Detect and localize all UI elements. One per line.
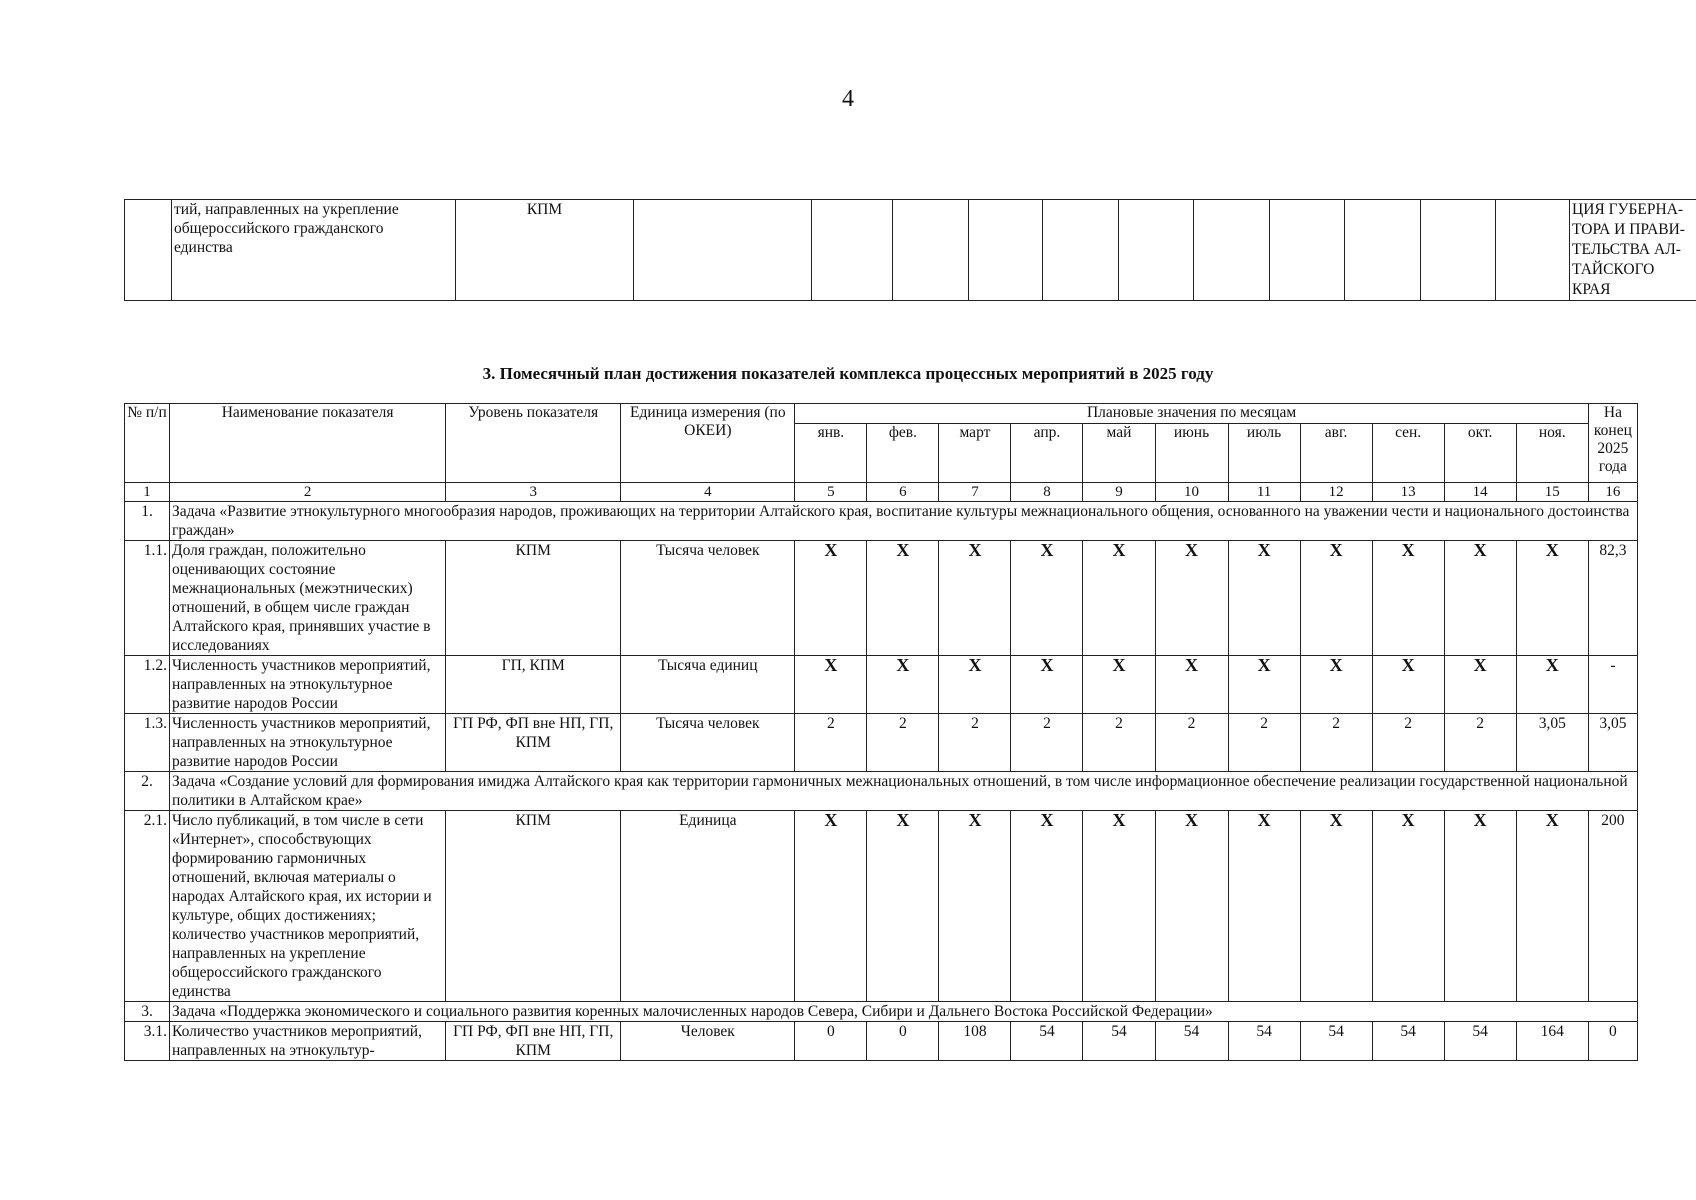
month-value: X [1155,656,1228,714]
indicator-name-cell [172,200,456,301]
empty-cell [812,200,893,301]
end-value: 82,3 [1588,541,1637,656]
month-value: X [1516,656,1588,714]
month-value: X [1011,811,1083,1002]
month-value: X [795,656,867,714]
table-row [125,541,1638,656]
month-value: X [939,541,1011,656]
month-value: 2 [1444,714,1516,772]
month-value: X [1228,656,1300,714]
month-value: X [1228,541,1300,656]
row-number: 3.1. [125,1022,170,1061]
task-number: 1. [125,502,170,541]
month-value: 2 [1083,714,1155,772]
month-value: X [795,541,867,656]
cell-num [125,200,172,301]
task-row [125,502,1638,541]
empty-cell [1043,200,1119,301]
month-header: авг. [1300,424,1372,483]
month-value: X [1155,811,1228,1002]
end-value: 200 [1588,811,1637,1002]
month-value: 164 [1516,1022,1588,1061]
table-row [125,811,1638,1002]
column-number: 9 [1083,483,1155,502]
month-value: X [1444,811,1516,1002]
month-value: 2 [1372,714,1444,772]
indicator-unit: Единица [621,811,795,1002]
month-value: X [1011,656,1083,714]
month-value: X [867,811,939,1002]
month-value: X [1011,541,1083,656]
responsible-line: ТЕЛЬСТВА АЛ- [1572,241,1681,258]
page-number: 4 [842,86,854,112]
column-number: 8 [1011,483,1083,502]
month-value: X [1300,656,1372,714]
month-value: 54 [1228,1022,1300,1061]
month-value: X [1372,811,1444,1002]
empty-cell [893,200,969,301]
empty-cell [1194,200,1270,301]
continuation-table [124,199,1696,301]
indicator-name: Количество участников мероприятий, направленных на этнокультур- [170,1022,446,1061]
column-number: 7 [939,483,1011,502]
task-text: Задача «Создание условий для формирования имиджа Алтайского края как территории гармоничных межнациональных отношений, в том числе информационное обеспечение реализации государственной национальной политики в Алтайском крае» [170,772,1638,811]
month-value: X [1300,541,1372,656]
month-header: апр. [1011,424,1083,483]
task-number: 3. [125,1002,170,1022]
indicator-name: Доля граждан, положительно оценивающих состояние межнациональных (межэтнических) отношений, в общем числе граждан Алтайского края, принявших участие в исследованиях [170,541,446,656]
row-number: 2.1. [125,811,170,1002]
month-value: 2 [1155,714,1228,772]
header-num: № п/п [125,404,170,483]
month-value: X [1155,541,1228,656]
indicator-unit: Тысяча человек [621,714,795,772]
month-value: X [1444,541,1516,656]
table-row [125,714,1638,772]
column-number: 5 [795,483,867,502]
responsible-line: КРАЯ [1572,281,1611,298]
indicator-level: ГП РФ, ФП вне НП, ГП, КПМ [446,1022,621,1061]
month-value: 0 [867,1022,939,1061]
indicator-unit: Человек [621,1022,795,1061]
header-level: Уровень показателя [446,404,621,483]
indicator-level: КПМ [446,541,621,656]
end-value: - [1588,656,1637,714]
indicator-name: Число публикаций, в том числе в сети «Интернет», способствующих формированию гармоничных отношений, включая материалы о народах Алтайского края, их истории и культуре, общих достижениях; количество участников мероприятий, направленных на укрепление общероссийского гражданского единства [170,811,446,1002]
empty-cell [1421,200,1496,301]
month-value: X [1444,656,1516,714]
responsible-line: ТОРА И ПРАВИ- [1572,221,1685,238]
month-header: фев. [867,424,939,483]
column-number: 15 [1516,483,1588,502]
responsible-line: ЦИЯ ГУБЕРНА- [1572,201,1684,218]
month-value: 2 [1228,714,1300,772]
month-value: 54 [1444,1022,1516,1061]
monthly-plan-table [124,403,1638,1061]
month-header: сен. [1372,424,1444,483]
month-value: 2 [939,714,1011,772]
column-number: 10 [1155,483,1228,502]
task-row [125,772,1638,811]
column-number: 6 [867,483,939,502]
month-value: 108 [939,1022,1011,1061]
month-header: ноя. [1516,424,1588,483]
month-header: окт. [1444,424,1516,483]
header-planned: Плановые значения по месяцам [795,404,1588,424]
indicator-level: ГП РФ, ФП вне НП, ГП, КПМ [446,714,621,772]
month-value: 3,05 [1516,714,1588,772]
month-value: X [1083,811,1155,1002]
month-value: X [1300,811,1372,1002]
header-end: На конец 2025 года [1588,404,1637,483]
end-value: 3,05 [1588,714,1637,772]
table-row [125,656,1638,714]
level-cell: КПМ [456,200,634,301]
empty-cell [969,200,1043,301]
column-number: 16 [1588,483,1637,502]
month-value: X [1083,541,1155,656]
row-number: 1.2. [125,656,170,714]
indicator-name: Численность участников мероприятий, направленных на этнокультурное развитие народов России [170,714,446,772]
header-name: Наименование показателя [170,404,446,483]
indicator-level: ГП, КПМ [446,656,621,714]
column-numbers-row [125,483,1638,502]
month-value: 2 [1300,714,1372,772]
month-header: март [939,424,1011,483]
empty-cell [1345,200,1421,301]
name-line: тий, направленных на укрепление [174,201,399,218]
name-line: общероссийского гражданского [174,220,384,237]
task-row [125,1002,1638,1022]
month-value: X [939,656,1011,714]
month-value: X [1372,656,1444,714]
month-value: X [1516,811,1588,1002]
column-number: 2 [170,483,446,502]
task-number: 2. [125,772,170,811]
month-value: 54 [1011,1022,1083,1061]
month-value: 2 [795,714,867,772]
month-value: 2 [867,714,939,772]
indicator-unit: Тысяча человек [621,541,795,656]
month-value: X [939,811,1011,1002]
continuation-row [125,200,1696,301]
month-value: 0 [795,1022,867,1061]
month-value: 54 [1155,1022,1228,1061]
column-number: 1 [125,483,170,502]
name-line: единства [174,239,233,256]
column-number: 11 [1228,483,1300,502]
month-value: 54 [1300,1022,1372,1061]
end-value: 0 [1588,1022,1637,1061]
responsible-cell [1570,200,1696,301]
month-value: 54 [1083,1022,1155,1061]
empty-cell [1270,200,1345,301]
month-value: X [1083,656,1155,714]
month-value: 2 [1011,714,1083,772]
indicator-level: КПМ [446,811,621,1002]
month-value: X [867,656,939,714]
responsible-line: ТАЙСКОГО [1572,261,1655,278]
month-value: X [867,541,939,656]
indicator-unit: Тысяча единиц [621,656,795,714]
month-header: июль [1228,424,1300,483]
column-number: 14 [1444,483,1516,502]
header-row [125,404,1638,424]
row-number: 1.3. [125,714,170,772]
indicator-name: Численность участников мероприятий, направленных на этнокультурное развитие народов России [170,656,446,714]
month-value: X [1516,541,1588,656]
section-title: 3. Помесячный план достижения показателей комплекса процессных мероприятий в 2025 году [482,364,1214,383]
task-text: Задача «Развитие этнокультурного многообразия народов, проживающих на территории Алтайского края, воспитание культуры межнационального общения, основанного на уважении чести и национального достоинства граждан» [170,502,1638,541]
column-number: 4 [621,483,795,502]
month-value: X [795,811,867,1002]
column-number: 13 [1372,483,1444,502]
task-text: Задача «Поддержка экономического и социального развития коренных малочисленных народов Севера, Сибири и Дальнего Востока Российской Федерации» [170,1002,1638,1022]
month-value: 54 [1372,1022,1444,1061]
month-header: июнь [1155,424,1228,483]
month-header: май [1083,424,1155,483]
row-number: 1.1. [125,541,170,656]
month-header: янв. [795,424,867,483]
month-value: X [1228,811,1300,1002]
empty-cell [634,200,812,301]
empty-cell [1119,200,1194,301]
column-number: 3 [446,483,621,502]
month-value: X [1372,541,1444,656]
table-row [125,1022,1638,1061]
header-unit: Единица измерения (по ОКЕИ) [621,404,795,483]
empty-cell [1496,200,1570,301]
column-number: 12 [1300,483,1372,502]
